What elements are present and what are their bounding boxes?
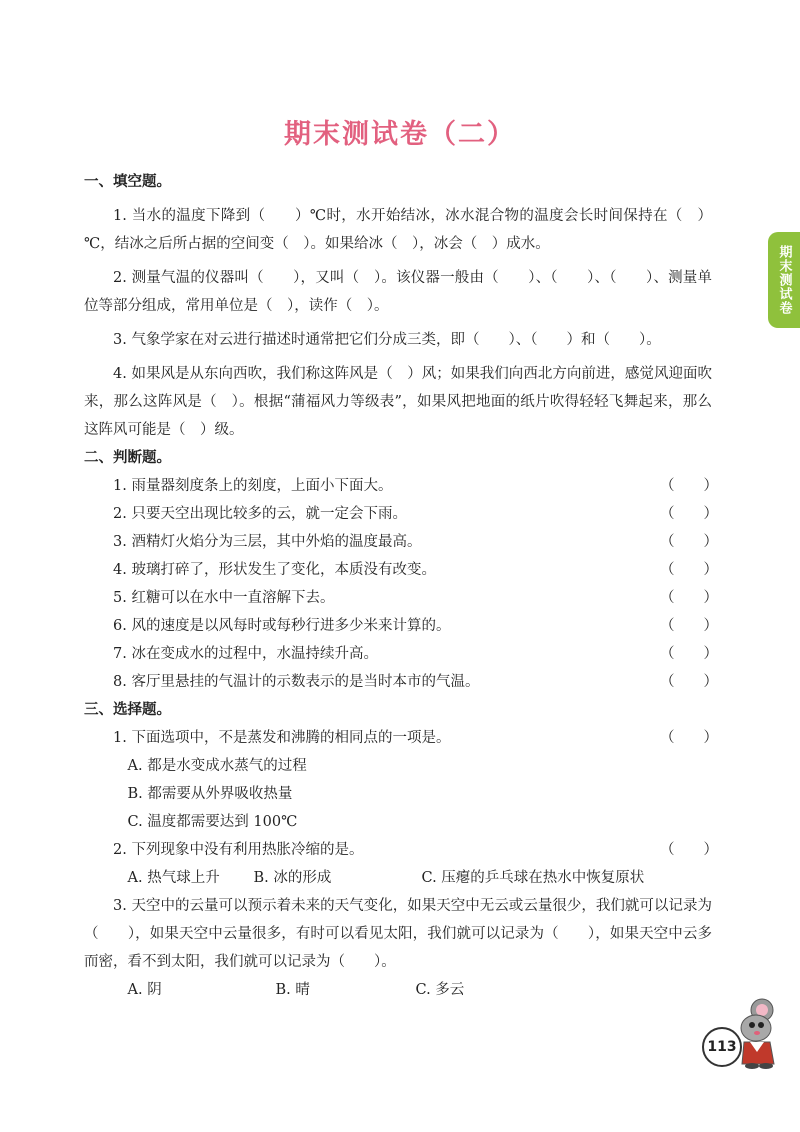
answer-paren: （ ）	[660, 618, 718, 634]
judge-item-text: 2. 只要天空出现比较多的云，就一定会下雨。	[113, 506, 407, 522]
judge-item-text: 4. 玻璃打碎了，形状发生了变化，本质没有改变。	[113, 562, 436, 578]
answer-paren: （ ）	[660, 590, 718, 606]
judge-item	[84, 528, 718, 556]
page-number-badge: 113	[702, 1027, 742, 1067]
answer-paren: （ ）	[660, 646, 718, 662]
judge-item	[84, 668, 718, 696]
choice-option: B. 冰的形成	[253, 870, 332, 886]
choice-options-row	[84, 864, 712, 892]
fill-question-2: 2. 测量气温的仪器叫（ ），又叫（ ）。该仪器一般由（ ）、（ ）、（ ）、测量单位等部分组成，常用单位是（ ），读作（ ）。	[84, 270, 712, 314]
choice-option: C. 温度都需要达到 100℃	[127, 814, 298, 830]
judge-item	[84, 584, 718, 612]
section-heading-fill: 一、填空题。	[84, 174, 171, 190]
judge-item	[84, 500, 718, 528]
judge-item-text: 1. 雨量器刻度条上的刻度，上面小下面大。	[113, 478, 393, 494]
fill-question-4: 4. 如果风是从东向西吹，我们称这阵风是（ ）风；如果我们向西北方向前进，感觉风迎面吹来，那么这阵风是（ ）。根据“蒲福风力等级表”，如果风把地面的纸片吹得轻轻飞舞起来，那么这阵风可能是（ ）级。	[84, 366, 712, 438]
choice-option: A. 都是水变成水蒸气的过程	[127, 758, 307, 774]
answer-paren: （ ）	[660, 506, 718, 522]
section-heading-judge: 二、判断题。	[84, 450, 171, 466]
page-title: 期末测试卷（二）	[284, 119, 516, 150]
choice-question-2	[84, 836, 718, 864]
choice-option: B. 都需要从外界吸收热量	[127, 786, 293, 802]
exam-content	[84, 168, 718, 1004]
judge-item-text: 8. 客厅里悬挂的气温计的示数表示的是当时本市的气温。	[113, 674, 480, 690]
judge-item	[84, 556, 718, 584]
choice-question-3: 3. 天空中的云量可以预示着未来的天气变化，如果天空中无云或云量很少，我们就可以记录为（ ），如果天空中云量很多，有时可以看见太阳，我们就可以记录为（ ），如果天空中云多而密，看不到太阳，我们就可以记录为（ ）。	[84, 898, 712, 970]
choice-question-1	[84, 724, 718, 752]
fill-question-3: 3. 气象学家在对云进行描述时通常把它们分成三类，即（ ）、（ ）和（ ）。	[113, 332, 661, 348]
judge-item-text: 7. 冰在变成水的过程中，水温持续升高。	[113, 646, 378, 662]
choice-option: A. 阴	[127, 982, 162, 998]
answer-paren: （ ）	[660, 730, 718, 746]
judge-item-text: 3. 酒精灯火焰分为三层，其中外焰的温度最高。	[113, 534, 422, 550]
chapter-side-tab	[768, 232, 800, 328]
fill-question-1: 1. 当水的温度下降到（ ）℃时，水开始结冰，冰水混合物的温度会长时间保持在（ ）℃，结冰之后所占据的空间变（ ）。如果给冰（ ），冰会（ ）成水。	[84, 208, 712, 252]
answer-paren: （ ）	[660, 534, 718, 550]
choice-question-text: 2. 下列现象中没有利用热胀冷缩的是。	[113, 842, 364, 858]
choice-option: C. 多云	[415, 982, 465, 998]
section-heading-choice: 三、选择题。	[84, 702, 171, 718]
side-tab-label: 期末测试卷	[776, 245, 792, 315]
answer-paren: （ ）	[660, 562, 718, 578]
choice-option: A. 热气球上升	[127, 870, 220, 886]
choice-question-text: 1. 下面选项中，不是蒸发和沸腾的相同点的一项是。	[113, 730, 451, 746]
judge-item-text: 6. 风的速度是以风每时或每秒行进多少米来计算的。	[113, 618, 451, 634]
choice-option: B. 晴	[275, 982, 310, 998]
judge-item-text: 5. 红糖可以在水中一直溶解下去。	[113, 590, 335, 606]
judge-item	[84, 612, 718, 640]
choice-option: C. 压瘪的乒乓球在热水中恢复原状	[421, 870, 645, 886]
choice-options-row	[84, 976, 712, 1004]
answer-paren: （ ）	[660, 674, 718, 690]
answer-paren: （ ）	[660, 842, 718, 858]
judge-item	[84, 472, 718, 500]
answer-paren: （ ）	[660, 478, 718, 494]
judge-item	[84, 640, 718, 668]
